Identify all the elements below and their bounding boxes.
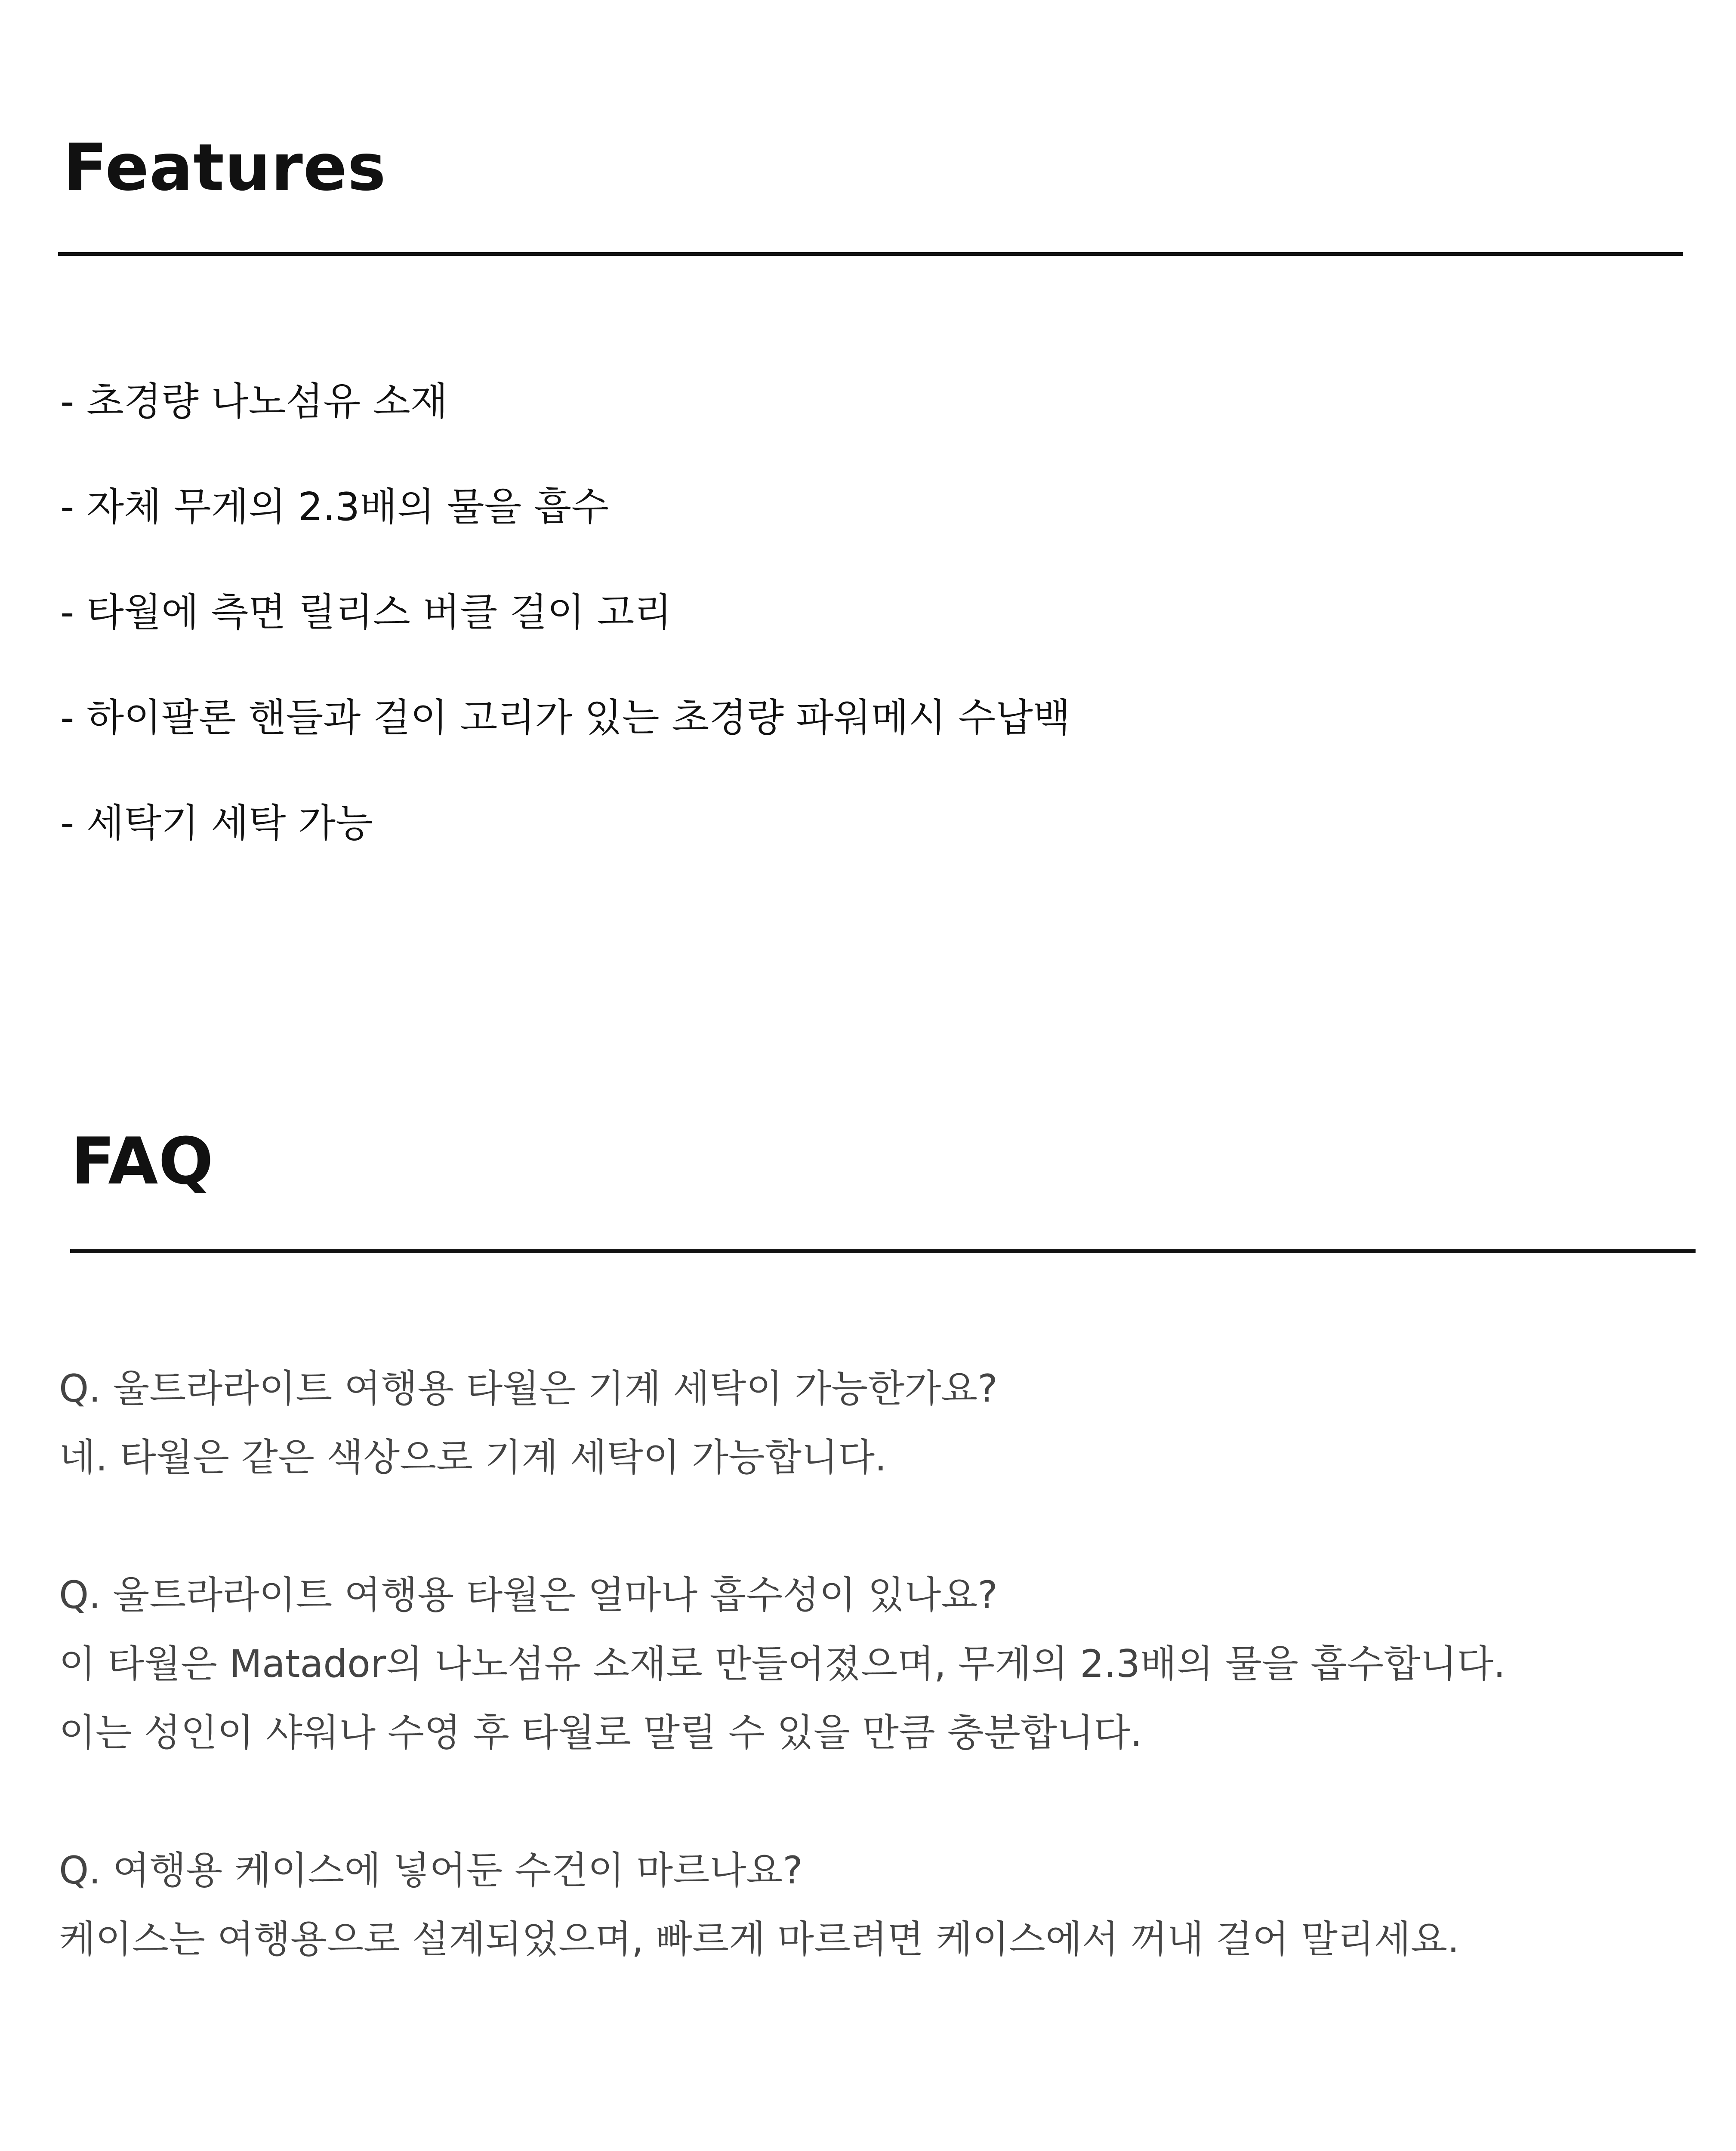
- faq-divider: [70, 1249, 1696, 1253]
- feature-item: - 하이팔론 핸들과 걸이 고리가 있는 초경량 파워메시 수납백: [60, 695, 1070, 740]
- faq-item: [59, 1354, 1505, 1492]
- faq-list: [59, 1354, 1505, 2043]
- faq-item: [59, 1836, 1505, 1974]
- faq-answer: 이는 성인이 샤워나 수영 후 타월로 말릴 수 있을 만큼 충분합니다.: [59, 1710, 1142, 1755]
- features-divider: [58, 252, 1683, 256]
- features-list: [60, 379, 1070, 906]
- feature-item: - 세탁기 세탁 가능: [60, 801, 373, 846]
- faq-question: Q. 울트라라이트 여행용 타월은 얼마나 흡수성이 있나요?: [59, 1573, 998, 1617]
- feature-item: - 초경량 나노섬유 소재: [60, 379, 448, 424]
- faq-answer: 이 타월은 Matador의 나노섬유 소재로 만들어졌으며, 무게의 2.3배의 물을 흡수합니다.: [59, 1642, 1506, 1686]
- features-heading: Features: [63, 130, 386, 205]
- faq-heading: FAQ: [71, 1124, 214, 1199]
- faq-question: Q. 울트라라이트 여행용 타월은 기계 세탁이 가능한가요?: [59, 1366, 998, 1411]
- feature-item: - 자체 무게의 2.3배의 물을 흡수: [60, 484, 609, 530]
- faq-question: Q. 여행용 케이스에 넣어둔 수건이 마르나요?: [59, 1848, 803, 1892]
- faq-answer: 케이스는 여행용으로 설계되었으며, 빠르게 마르려면 케이스에서 꺼내 걸어 말리세요.: [59, 1917, 1460, 1961]
- feature-item: - 타월에 측면 릴리스 버클 걸이 고리: [60, 590, 672, 635]
- faq-item: [59, 1561, 1505, 1767]
- faq-answer: 네. 타월은 같은 색상으로 기계 세탁이 가능합니다.: [59, 1435, 887, 1479]
